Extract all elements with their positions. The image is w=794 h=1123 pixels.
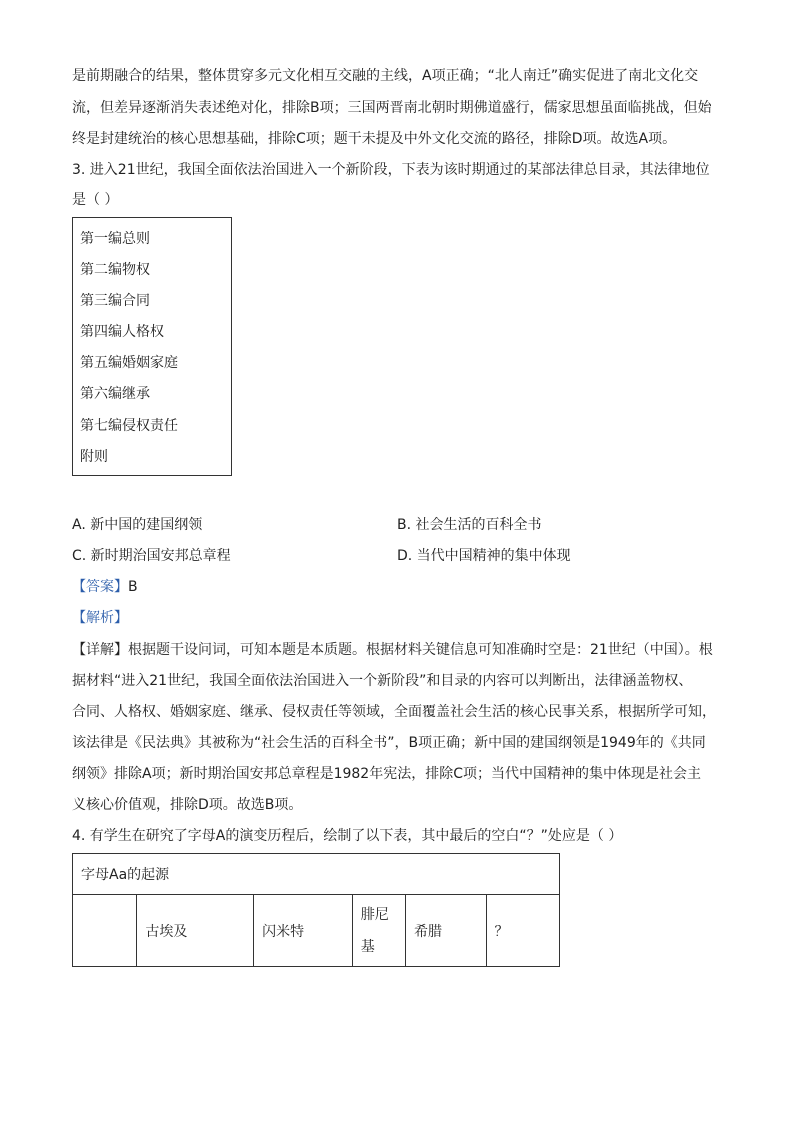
contents-item: 第三编合同 bbox=[80, 293, 150, 309]
law-contents-table bbox=[72, 217, 232, 476]
analysis-tag: 【解析】 bbox=[72, 610, 128, 626]
answer-line bbox=[72, 577, 138, 597]
analysis-line bbox=[72, 608, 128, 628]
detail-text: 根据题干设问词，可知本题是本质题。根据材料关键信息可知准确时空是：21世纪（中国）。根 bbox=[128, 642, 713, 658]
detail-line-1 bbox=[72, 640, 713, 660]
contents-item: 第一编总则 bbox=[80, 231, 150, 247]
table-cell-empty bbox=[73, 895, 137, 967]
table-cell: 闪米特 bbox=[254, 895, 353, 967]
detail-line-5: 纲领》排除A项；新时期治国安邦总章程是1982年宪法，排除C项；当代中国精神的集中体现是社会主 bbox=[72, 766, 701, 782]
contents-item: 第五编婚姻家庭 bbox=[80, 355, 178, 371]
contents-item: 附则 bbox=[80, 449, 108, 465]
table-cell: 古埃及 bbox=[137, 895, 254, 967]
prev-explanation-line-3: 终是封建统治的核心思想基础，排除C项；题干未提及中外文化交流的路径，排除D项。故选A项。 bbox=[72, 131, 677, 147]
detail-line-2: 据材料“进入21世纪，我国全面依法治国进入一个新阶段”和目录的内容可以判断出，法律涵盖物权、 bbox=[72, 673, 693, 689]
answer-tag: 【答案】 bbox=[72, 579, 128, 595]
table-title: 字母Aa的起源 bbox=[73, 854, 560, 895]
detail-tag: 【详解】 bbox=[72, 642, 128, 658]
contents-item: 第四编人格权 bbox=[80, 324, 164, 340]
option-a: A. 新中国的建国纲领 bbox=[72, 517, 203, 533]
prev-explanation-line-2: 流，但差异逐渐消失表述绝对化，排除B项；三国两晋南北朝时期佛道盛行，儒家思想虽面临挑战，但始 bbox=[72, 100, 712, 116]
detail-line-4: 该法律是《民法典》其被称为“社会生活的百科全书”，B项正确；新中国的建国纲领是1949年的《共同 bbox=[72, 735, 706, 751]
detail-line-3: 合同、人格权、婚姻家庭、继承、侵权责任等领域，全面覆盖社会生活的核心民事关系，根据所学可知， bbox=[72, 704, 716, 720]
table-cell: 希腊 bbox=[406, 895, 486, 967]
prev-explanation-line-1: 是前期融合的结果，整体贯穿多元文化相互交融的主线，A项正确；“北人南迁”确实促进了南北文化交 bbox=[72, 68, 699, 84]
q3-stem-line-1: 3. 进入21世纪，我国全面依法治国进入一个新阶段，下表为该时期通过的某部法律总目录，其法律地位 bbox=[72, 162, 710, 178]
table-row bbox=[73, 895, 560, 967]
contents-item: 第六编继承 bbox=[80, 386, 150, 402]
letter-origin-table bbox=[72, 853, 560, 967]
table-cell-question: ？ bbox=[486, 895, 559, 967]
contents-item: 第二编物权 bbox=[80, 262, 150, 278]
answer-value: B bbox=[128, 579, 138, 595]
option-b: B. 社会生活的百科全书 bbox=[397, 517, 542, 533]
q4-stem: 4. 有学生在研究了字母A的演变历程后，绘制了以下表，其中最后的空白“？”处应是（ ） bbox=[72, 828, 623, 844]
table-cell: 腓尼基 bbox=[352, 895, 405, 967]
option-c: C. 新时期治国安邦总章程 bbox=[72, 548, 231, 564]
option-d: D. 当代中国精神的集中体现 bbox=[397, 548, 571, 564]
detail-line-6: 义核心价值观，排除D项。故选B项。 bbox=[72, 797, 303, 813]
q3-stem-line-2: 是（ ） bbox=[72, 192, 119, 208]
contents-item: 第七编侵权责任 bbox=[80, 418, 178, 434]
